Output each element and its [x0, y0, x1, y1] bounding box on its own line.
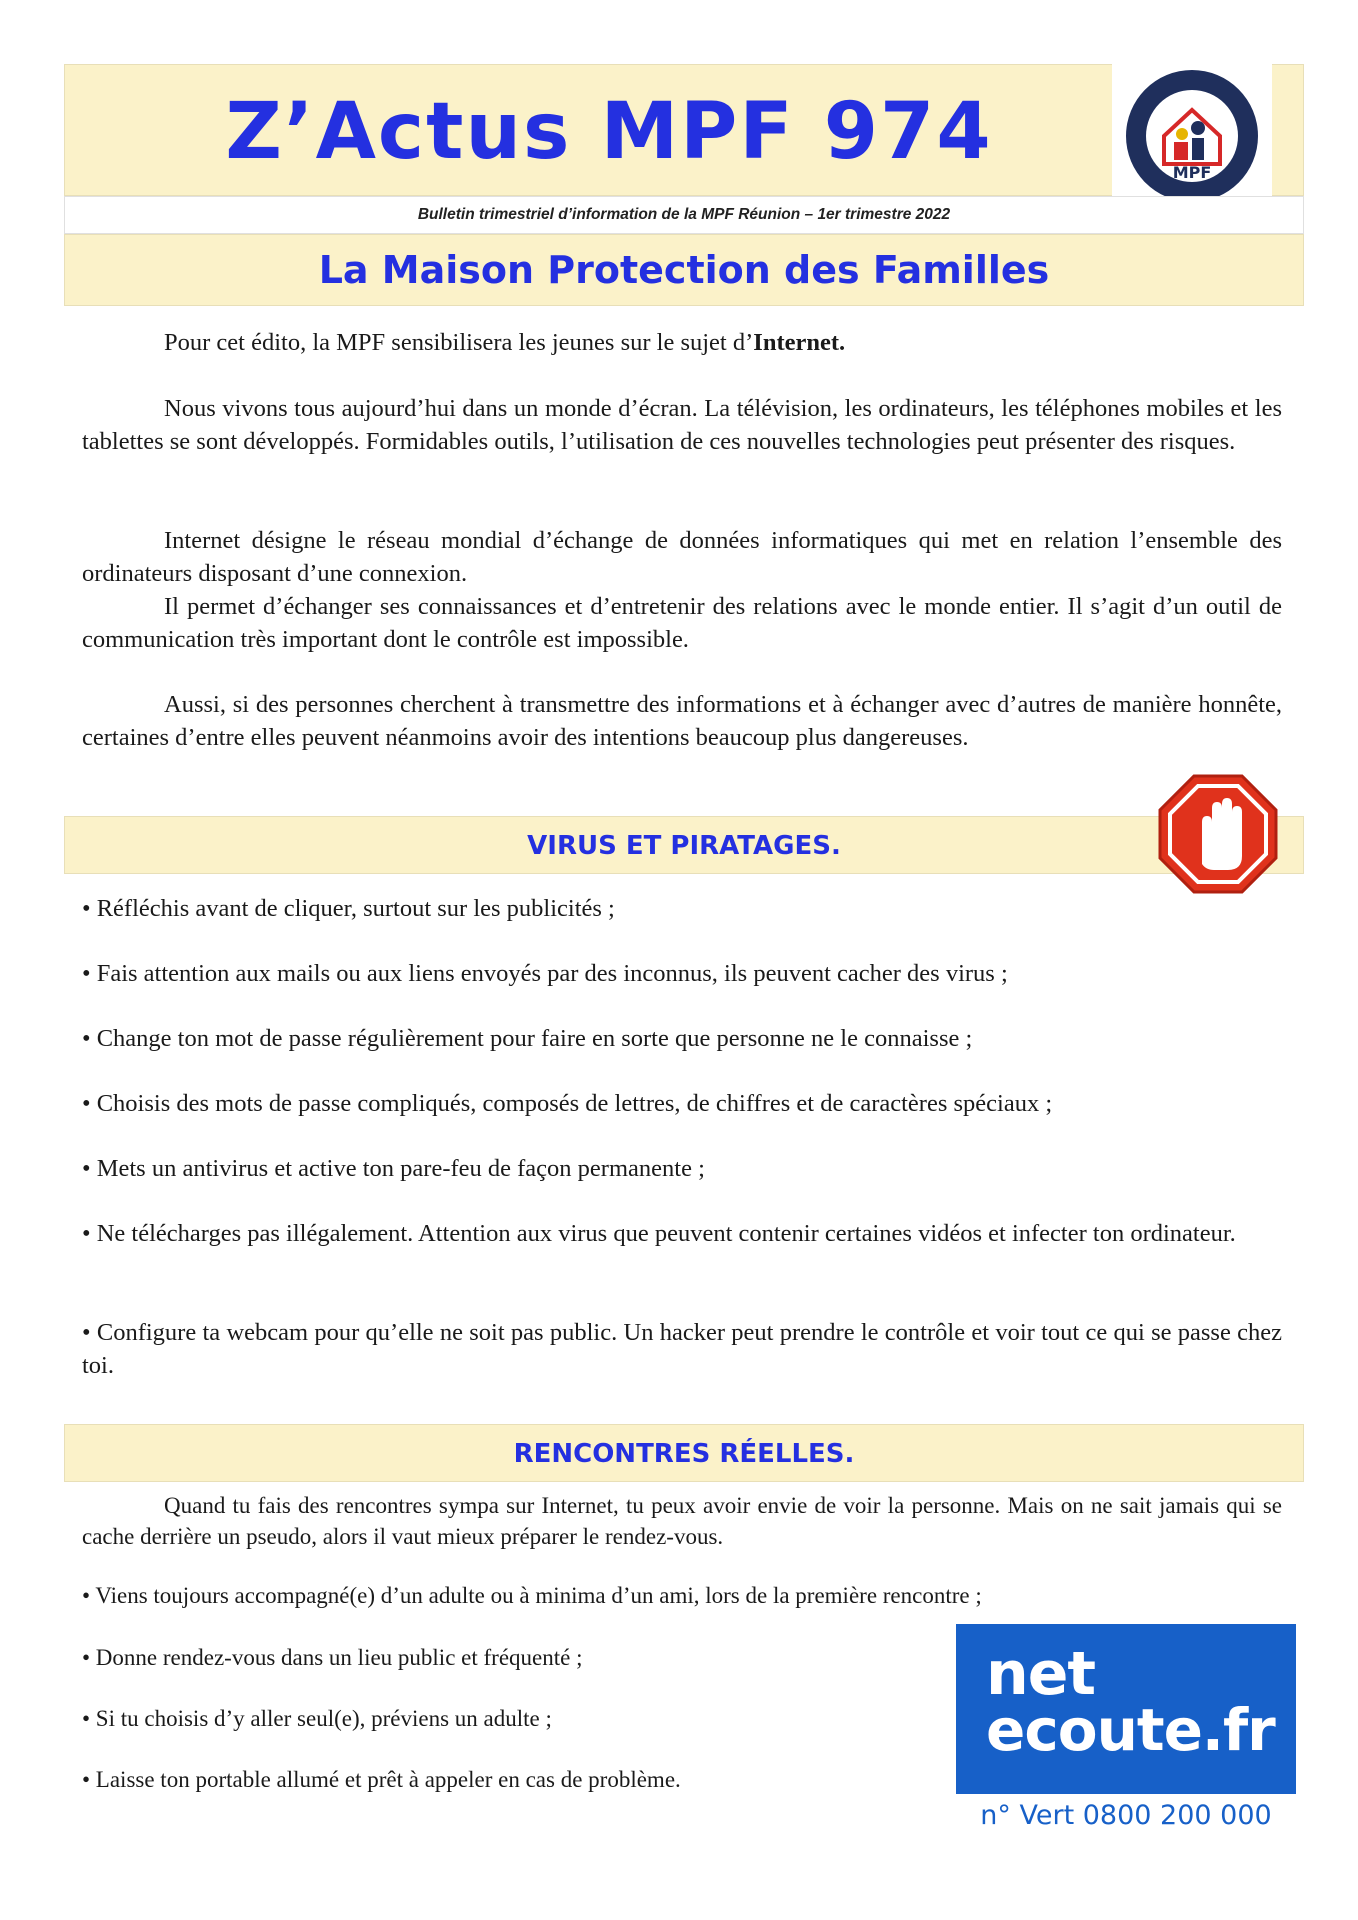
netecoute-line2: ecoute.fr	[986, 1696, 1275, 1764]
section-title-virus: VIRUS ET PIRATAGES.	[64, 816, 1304, 874]
svg-text:MPF: MPF	[1172, 163, 1212, 182]
netecoute-phone: n° Vert 0800 200 000	[980, 1800, 1272, 1831]
edito-intro-text: Pour cet édito, la MPF sensibilisera les jeunes sur le sujet d’	[164, 329, 754, 356]
edito-paragraph: Il permet d’échanger ses connaissances et d’entretenir des relations avec le monde entier. Il s’agit d’un outil de communication très important dont le contrôle est impossible.	[82, 593, 1282, 653]
stop-hand-icon	[1156, 772, 1280, 896]
section-title-maison: La Maison Protection des Familles	[64, 234, 1304, 306]
newsletter-subtitle: Bulletin trimestriel d’information de la MPF Réunion – 1er trimestre 2022	[64, 196, 1304, 234]
list-item: • Donne rendez-vous dans un lieu public et fréquenté ;	[82, 1645, 583, 1670]
newsletter-title: Z’Actus MPF 974	[225, 87, 993, 177]
edito-paragraph: Internet désigne le réseau mondial d’échange de données informatiques qui met en relation l’ensemble des ordinateurs disposant d’une connexion.	[82, 527, 1282, 587]
list-item: • Réfléchis avant de cliquer, surtout sur les publicités ;	[82, 895, 615, 922]
edito-paragraph: Aussi, si des personnes cherchent à transmettre des informations et à échanger avec d’autres de manière honnête, certaines d’entre elles peuvent néanmoins avoir des intentions beaucoup plus dangereuses.	[82, 691, 1282, 751]
list-item: • Configure ta webcam pour qu’elle ne soit pas public. Un hacker peut prendre le contrôle et voir tout ce qui se passe chez toi.	[82, 1319, 1282, 1379]
edito-intro	[82, 326, 1282, 359]
list-item: • Viens toujours accompagné(e) d’un adulte ou à minima d’un ami, lors de la première rencontre ;	[82, 1583, 982, 1608]
edito-intro-bold: Internet.	[753, 329, 846, 356]
list-item: • Choisis des mots de passe compliqués, composés de lettres, de chiffres et de caractères spéciaux ;	[82, 1090, 1053, 1117]
list-item: • Si tu choisis d’y aller seul(e), préviens un adulte ;	[82, 1706, 552, 1731]
section-title-rencontres: RENCONTRES RÉELLES.	[64, 1424, 1304, 1482]
mpf-gendarmerie-logo-icon	[1112, 64, 1272, 208]
netecoute-logo	[956, 1624, 1296, 1794]
list-item: • Laisse ton portable allumé et prêt à appeler en cas de problème.	[82, 1767, 681, 1792]
list-item: • Fais attention aux mails ou aux liens envoyés par des inconnus, ils peuvent cacher des virus ;	[82, 960, 1008, 987]
rencontres-intro: Quand tu fais des rencontres sympa sur Internet, tu peux avoir envie de voir la personne. Mais on ne sait jamais qui se cache derrière un pseudo, alors il vaut mieux préparer le rendez-vous.	[82, 1493, 1282, 1549]
list-item: • Ne télécharges pas illégalement. Attention aux virus que peuvent contenir certaines vidéos et infecter ton ordinateur.	[82, 1220, 1236, 1247]
list-item: • Mets un antivirus et active ton pare-feu de façon permanente ;	[82, 1155, 705, 1182]
list-item: • Change ton mot de passe régulièrement pour faire en sorte que personne ne le connaisse ;	[82, 1025, 973, 1052]
edito-paragraph: Nous vivons tous aujourd’hui dans un monde d’écran. La télévision, les ordinateurs, les téléphones mobiles et les tablettes se sont développés. Formidables outils, l’utilisation de ces nouvelles technologies peut présenter des risques.	[82, 395, 1282, 455]
netecoute-line1: net	[986, 1639, 1096, 1709]
